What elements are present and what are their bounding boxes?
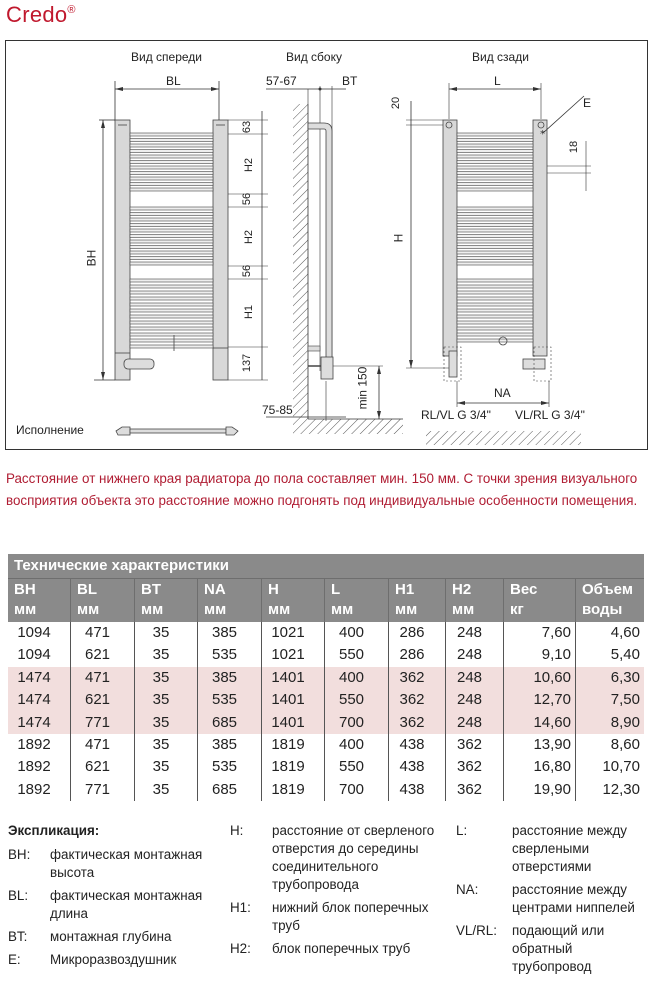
table-cell: 621: [71, 756, 135, 778]
radiator-tube: [130, 285, 213, 288]
table-cell: 1401: [262, 712, 325, 734]
table-cell: 6,30: [610, 668, 640, 686]
table-row: [8, 689, 644, 711]
column-name: BT: [141, 581, 161, 598]
legend-text: расстояние между центрами ниппелей: [512, 882, 635, 915]
variant-bar-icon: [130, 429, 226, 433]
legend-text: монтажная глубина: [50, 929, 172, 944]
table-cell: 248: [446, 622, 504, 644]
table-cell: 1819: [262, 734, 325, 756]
legend-text: фактическая монтажная высота: [50, 847, 203, 880]
table-cell: 1892: [8, 734, 71, 756]
right-column: [213, 120, 228, 380]
table-cell: 400: [325, 622, 389, 644]
table-cell: 1474: [8, 667, 71, 689]
legend-key: BH:: [8, 847, 31, 862]
wall-offset-label: 57-67: [266, 74, 297, 88]
table-cell: 771: [71, 779, 135, 801]
column-unit: воды л: [582, 601, 623, 638]
legend-item: [230, 822, 445, 894]
table-cell: 35: [135, 667, 198, 689]
legend-key: H2:: [230, 941, 251, 956]
radiator-tube: [130, 321, 213, 324]
table-cell: 385: [198, 622, 262, 644]
dim-63: 63: [241, 120, 254, 134]
table-cell: 471: [71, 734, 135, 756]
radiator-tube: [130, 188, 213, 191]
legend-key: BT:: [8, 929, 28, 944]
table-cell: 535: [198, 644, 262, 666]
table-cell: 4,60: [610, 624, 640, 641]
drawing-svg: [6, 41, 646, 448]
dim-h2-middle: H2: [243, 229, 256, 245]
radiator-tube: [457, 172, 533, 175]
dim-20: 20: [390, 96, 403, 110]
legend-text: фактическая монтажная длина: [50, 888, 203, 921]
radiator-tube: [457, 297, 533, 300]
table-cell: 10,70: [602, 758, 640, 776]
column-unit: мм: [331, 601, 354, 618]
radiator-tube: [457, 327, 533, 330]
column-unit: мм: [14, 601, 37, 618]
radiator-tube: [457, 315, 533, 318]
side-valve-icon: [321, 357, 333, 379]
column-name: H: [268, 581, 279, 598]
radiator-tube: [457, 240, 533, 243]
side-view: [266, 86, 406, 434]
legend-item: [8, 951, 223, 969]
table-cell: 621: [71, 644, 135, 666]
radiator-tube: [130, 309, 213, 312]
column-header: [135, 579, 198, 622]
radiator-tube: [130, 183, 213, 186]
legend-col-2: [230, 822, 445, 963]
na-label: NA: [494, 386, 511, 400]
table-cell: 8,60: [610, 735, 640, 753]
legend-item: [230, 940, 445, 958]
brand-name: Credo: [6, 2, 68, 27]
column-name: Объем: [582, 581, 633, 598]
table-row: [8, 779, 644, 801]
legend-item: [8, 846, 223, 882]
table-cell: 550: [325, 689, 389, 711]
table-cell: 362: [389, 667, 446, 689]
column-header: [198, 579, 262, 622]
radiator-tube: [130, 279, 213, 282]
radiator-tube: [130, 297, 213, 300]
table-cell: 16,80: [504, 756, 576, 778]
table-cell: 7,60: [504, 622, 576, 644]
column-unit: мм: [268, 601, 291, 618]
registered-mark: ®: [67, 4, 76, 16]
table-cell: 685: [198, 712, 262, 734]
radiator-tube: [457, 183, 533, 186]
table-cell: 362: [446, 734, 504, 756]
legend-text: нижний блок поперечных труб: [272, 900, 429, 933]
table-cell: 621: [71, 689, 135, 711]
table-row: [8, 712, 644, 734]
column-name: BL: [77, 581, 97, 598]
radiator-tube: [130, 161, 213, 164]
radiator-tube: [457, 155, 533, 158]
legend-text: расстояние между сверлеными отверстиями: [512, 823, 627, 874]
table-cell: 1892: [8, 779, 71, 801]
table-cell: 8,90: [610, 713, 640, 731]
back-left-column: [443, 120, 457, 356]
table-body: [8, 622, 644, 801]
radiator-tube: [457, 251, 533, 254]
side-view-label: Вид сбоку: [286, 50, 342, 64]
table-cell: 14,60: [504, 712, 576, 734]
table-cell: 286: [389, 644, 446, 666]
table-cell: 385: [198, 667, 262, 689]
table-cell: 13,90: [504, 734, 576, 756]
table-cell: 1021: [262, 644, 325, 666]
back-tubes: [457, 133, 533, 342]
legend-key: VL/RL:: [456, 923, 497, 938]
table-cell: 248: [446, 712, 504, 734]
legend-item: [8, 887, 223, 923]
left-connection-label: RL/VL G 3/4": [421, 408, 491, 422]
back-view-label: Вид сзади: [472, 50, 529, 64]
column-name: L: [331, 581, 341, 598]
table-cell: 438: [389, 779, 446, 801]
svg-text:*: *: [540, 129, 545, 140]
legend-item: [456, 881, 651, 917]
radiator-tube: [130, 339, 213, 342]
radiator-tube: [457, 262, 533, 265]
radiator-tube: [130, 327, 213, 330]
radiator-tube: [130, 144, 213, 147]
left-column: [115, 120, 130, 380]
column-header: [71, 579, 135, 622]
radiator-tube: [130, 207, 213, 210]
radiator-tube: [130, 235, 213, 238]
table-title: Технические характеристики: [8, 554, 644, 579]
dim-h1: H1: [243, 304, 256, 320]
table-cell: 438: [389, 734, 446, 756]
dim-137: 137: [241, 353, 254, 373]
column-header: [504, 579, 576, 622]
column-unit: мм: [141, 601, 164, 618]
pipe-offset-label: 75-85: [262, 403, 293, 417]
table-cell: 35: [135, 644, 198, 666]
back-right-column: [533, 120, 547, 356]
column-header: [8, 579, 71, 622]
radiator-tube: [457, 235, 533, 238]
table-cell: 35: [135, 779, 198, 801]
table-cell: 471: [71, 667, 135, 689]
radiator-tube: [130, 224, 213, 227]
table-row: [8, 734, 644, 756]
table-cell: 5,40: [610, 646, 640, 664]
dim-56-upper: 56: [241, 192, 254, 206]
legend-key: E:: [8, 952, 21, 967]
table-cell: 400: [325, 667, 389, 689]
front-view-label: Вид спереди: [131, 50, 203, 64]
radiator-tube: [130, 303, 213, 306]
table-cell: 771: [71, 712, 135, 734]
column-name: Вес: [510, 581, 538, 598]
dim-18: 18: [568, 140, 581, 154]
table-cell: 248: [446, 689, 504, 711]
table-cell: 286: [389, 622, 446, 644]
radiator-tube: [457, 213, 533, 216]
e-label: E: [583, 96, 592, 110]
radiator-tube: [457, 177, 533, 180]
table-cell: 9,10: [504, 644, 576, 666]
column-unit: кг: [510, 601, 524, 618]
table-cell: 400: [325, 734, 389, 756]
radiator-tube: [130, 291, 213, 294]
table-cell: 1094: [8, 622, 71, 644]
dim-56-lower: 56: [241, 264, 254, 278]
table-cell: 700: [325, 712, 389, 734]
table-cell: 12,70: [504, 689, 576, 711]
legend-key: H1:: [230, 900, 251, 915]
radiator-tube: [130, 218, 213, 221]
column-header: [446, 579, 504, 622]
legend-key: L:: [456, 823, 468, 838]
legend-item: [456, 822, 651, 876]
column-name: H2: [452, 581, 472, 598]
table-cell: 19,90: [504, 779, 576, 801]
radiator-tube: [457, 321, 533, 324]
legend-item: [230, 899, 445, 935]
radiator-tube: [457, 218, 533, 221]
legend-text: Микроразвоздушник: [50, 952, 177, 967]
table-cell: 1094: [8, 644, 71, 666]
table-cell: 550: [325, 644, 389, 666]
legend-key: NA:: [456, 882, 479, 897]
valve-icon: [124, 359, 154, 369]
radiator-tube: [130, 133, 213, 136]
radiator-tube: [457, 246, 533, 249]
table-cell: 1401: [262, 689, 325, 711]
legend-col-1: [8, 822, 223, 974]
back-left-valve-icon: [449, 351, 457, 377]
radiator-tube: [130, 155, 213, 158]
radiator-tube: [130, 345, 213, 348]
table-cell: 1021: [262, 622, 325, 644]
radiator-tube: [457, 285, 533, 288]
specs-table: [8, 554, 644, 801]
table-cell: 35: [135, 689, 198, 711]
radiator-tube: [130, 213, 213, 216]
table-cell: 35: [135, 712, 198, 734]
legend-item: [8, 928, 223, 946]
installation-note: Расстояние от нижнего края радиатора до пола составляет мин. 150 мм. С точки зрения визуального восприятия объекта это расстояние можно подгонять под индивидуальные особенности помещения.: [6, 471, 638, 508]
table-cell: 248: [446, 644, 504, 666]
table-cell: 7,50: [610, 691, 640, 709]
table-cell: 362: [446, 779, 504, 801]
table-cell: 1892: [8, 756, 71, 778]
column-unit: мм: [204, 601, 227, 618]
radiator-tube: [457, 279, 533, 282]
column-name: NA: [204, 581, 226, 598]
column-header: [389, 579, 446, 622]
radiator-tube: [130, 262, 213, 265]
table-cell: 35: [135, 622, 198, 644]
column-header: [262, 579, 325, 622]
table-cell: 362: [389, 689, 446, 711]
radiator-tube: [130, 251, 213, 254]
table-cell: 438: [389, 756, 446, 778]
right-connection-label: VL/RL G 3/4": [515, 408, 585, 422]
legend-heading: Экспликация:: [8, 823, 100, 838]
radiator-tube: [457, 339, 533, 342]
radiator-tube: [130, 246, 213, 249]
column-header: [325, 579, 389, 622]
column-unit: мм: [452, 601, 475, 618]
table-cell: 12,30: [602, 780, 640, 798]
radiator-tube: [457, 224, 533, 227]
table-cell: 362: [389, 712, 446, 734]
radiator-tube: [130, 139, 213, 142]
table-cell: 248: [446, 667, 504, 689]
table-row: [8, 667, 644, 689]
table-cell: 685: [198, 779, 262, 801]
radiator-tube: [130, 229, 213, 232]
legend-item: [456, 922, 651, 976]
table-cell: 1474: [8, 689, 71, 711]
back-floor-hatch: [426, 431, 581, 445]
radiator-tube: [130, 172, 213, 175]
column-name: BH: [14, 581, 36, 598]
legend-key: H:: [230, 823, 244, 838]
radiator-tube: [130, 240, 213, 243]
radiator-tube: [457, 166, 533, 169]
bt-label: BT: [342, 74, 358, 88]
bh-label: BH: [84, 249, 99, 267]
table-cell: 10,60: [504, 667, 576, 689]
product-title: [6, 2, 76, 28]
radiator-tube: [457, 133, 533, 136]
l-label: L: [494, 74, 501, 88]
variant-label: Исполнение: [16, 423, 84, 437]
h-label: H: [391, 233, 406, 243]
table-row: [8, 644, 644, 666]
table-cell: 385: [198, 734, 262, 756]
legend-col-3: [456, 822, 651, 981]
table-cell: 1401: [262, 667, 325, 689]
table-cell: 535: [198, 689, 262, 711]
radiator-tube: [457, 303, 533, 306]
column-name: H1: [395, 581, 415, 598]
column-unit: мм: [77, 601, 100, 618]
radiator-tube: [457, 150, 533, 153]
radiator-tube: [457, 291, 533, 294]
floor-gap-label: min 150: [355, 366, 370, 410]
front-tubes: [130, 133, 213, 348]
technical-drawing: [5, 40, 648, 450]
radiator-tube: [457, 144, 533, 147]
table-cell: 1474: [8, 712, 71, 734]
table-cell: 700: [325, 779, 389, 801]
floor-hatch: [308, 419, 403, 434]
radiator-tube: [130, 177, 213, 180]
table-cell: 535: [198, 756, 262, 778]
legend-text: блок поперечных труб: [272, 941, 411, 956]
radiator-tube: [457, 188, 533, 191]
radiator-tube: [457, 207, 533, 210]
radiator-tube: [457, 139, 533, 142]
table-cell: 471: [71, 622, 135, 644]
table-cell: 1819: [262, 779, 325, 801]
wall-hatch: [293, 104, 308, 434]
radiator-tube: [130, 257, 213, 260]
column-unit: мм: [395, 601, 418, 618]
dim-h2-upper: H2: [243, 157, 256, 173]
front-view: [94, 81, 268, 435]
table-cell: 362: [446, 756, 504, 778]
legend-key: BL:: [8, 888, 29, 903]
radiator-tube: [457, 257, 533, 260]
table-cell: 35: [135, 734, 198, 756]
legend-text: подающий или обратный трубопровод: [512, 923, 605, 974]
table-cell: 1819: [262, 756, 325, 778]
table-cell: 550: [325, 756, 389, 778]
vent-leader-line: [543, 96, 584, 133]
legend-text: расстояние от сверленого отверстия до середины соединительного трубопровода: [272, 823, 435, 892]
radiator-tube: [457, 161, 533, 164]
radiator-tube: [130, 333, 213, 336]
radiator-tube: [130, 166, 213, 169]
radiator-tube: [457, 333, 533, 336]
table-row: [8, 756, 644, 778]
table-row: [8, 622, 644, 644]
radiator-tube: [457, 309, 533, 312]
radiator-tube: [130, 150, 213, 153]
table-cell: 35: [135, 756, 198, 778]
bl-label: BL: [166, 74, 181, 88]
radiator-tube: [457, 229, 533, 232]
radiator-tube: [130, 315, 213, 318]
